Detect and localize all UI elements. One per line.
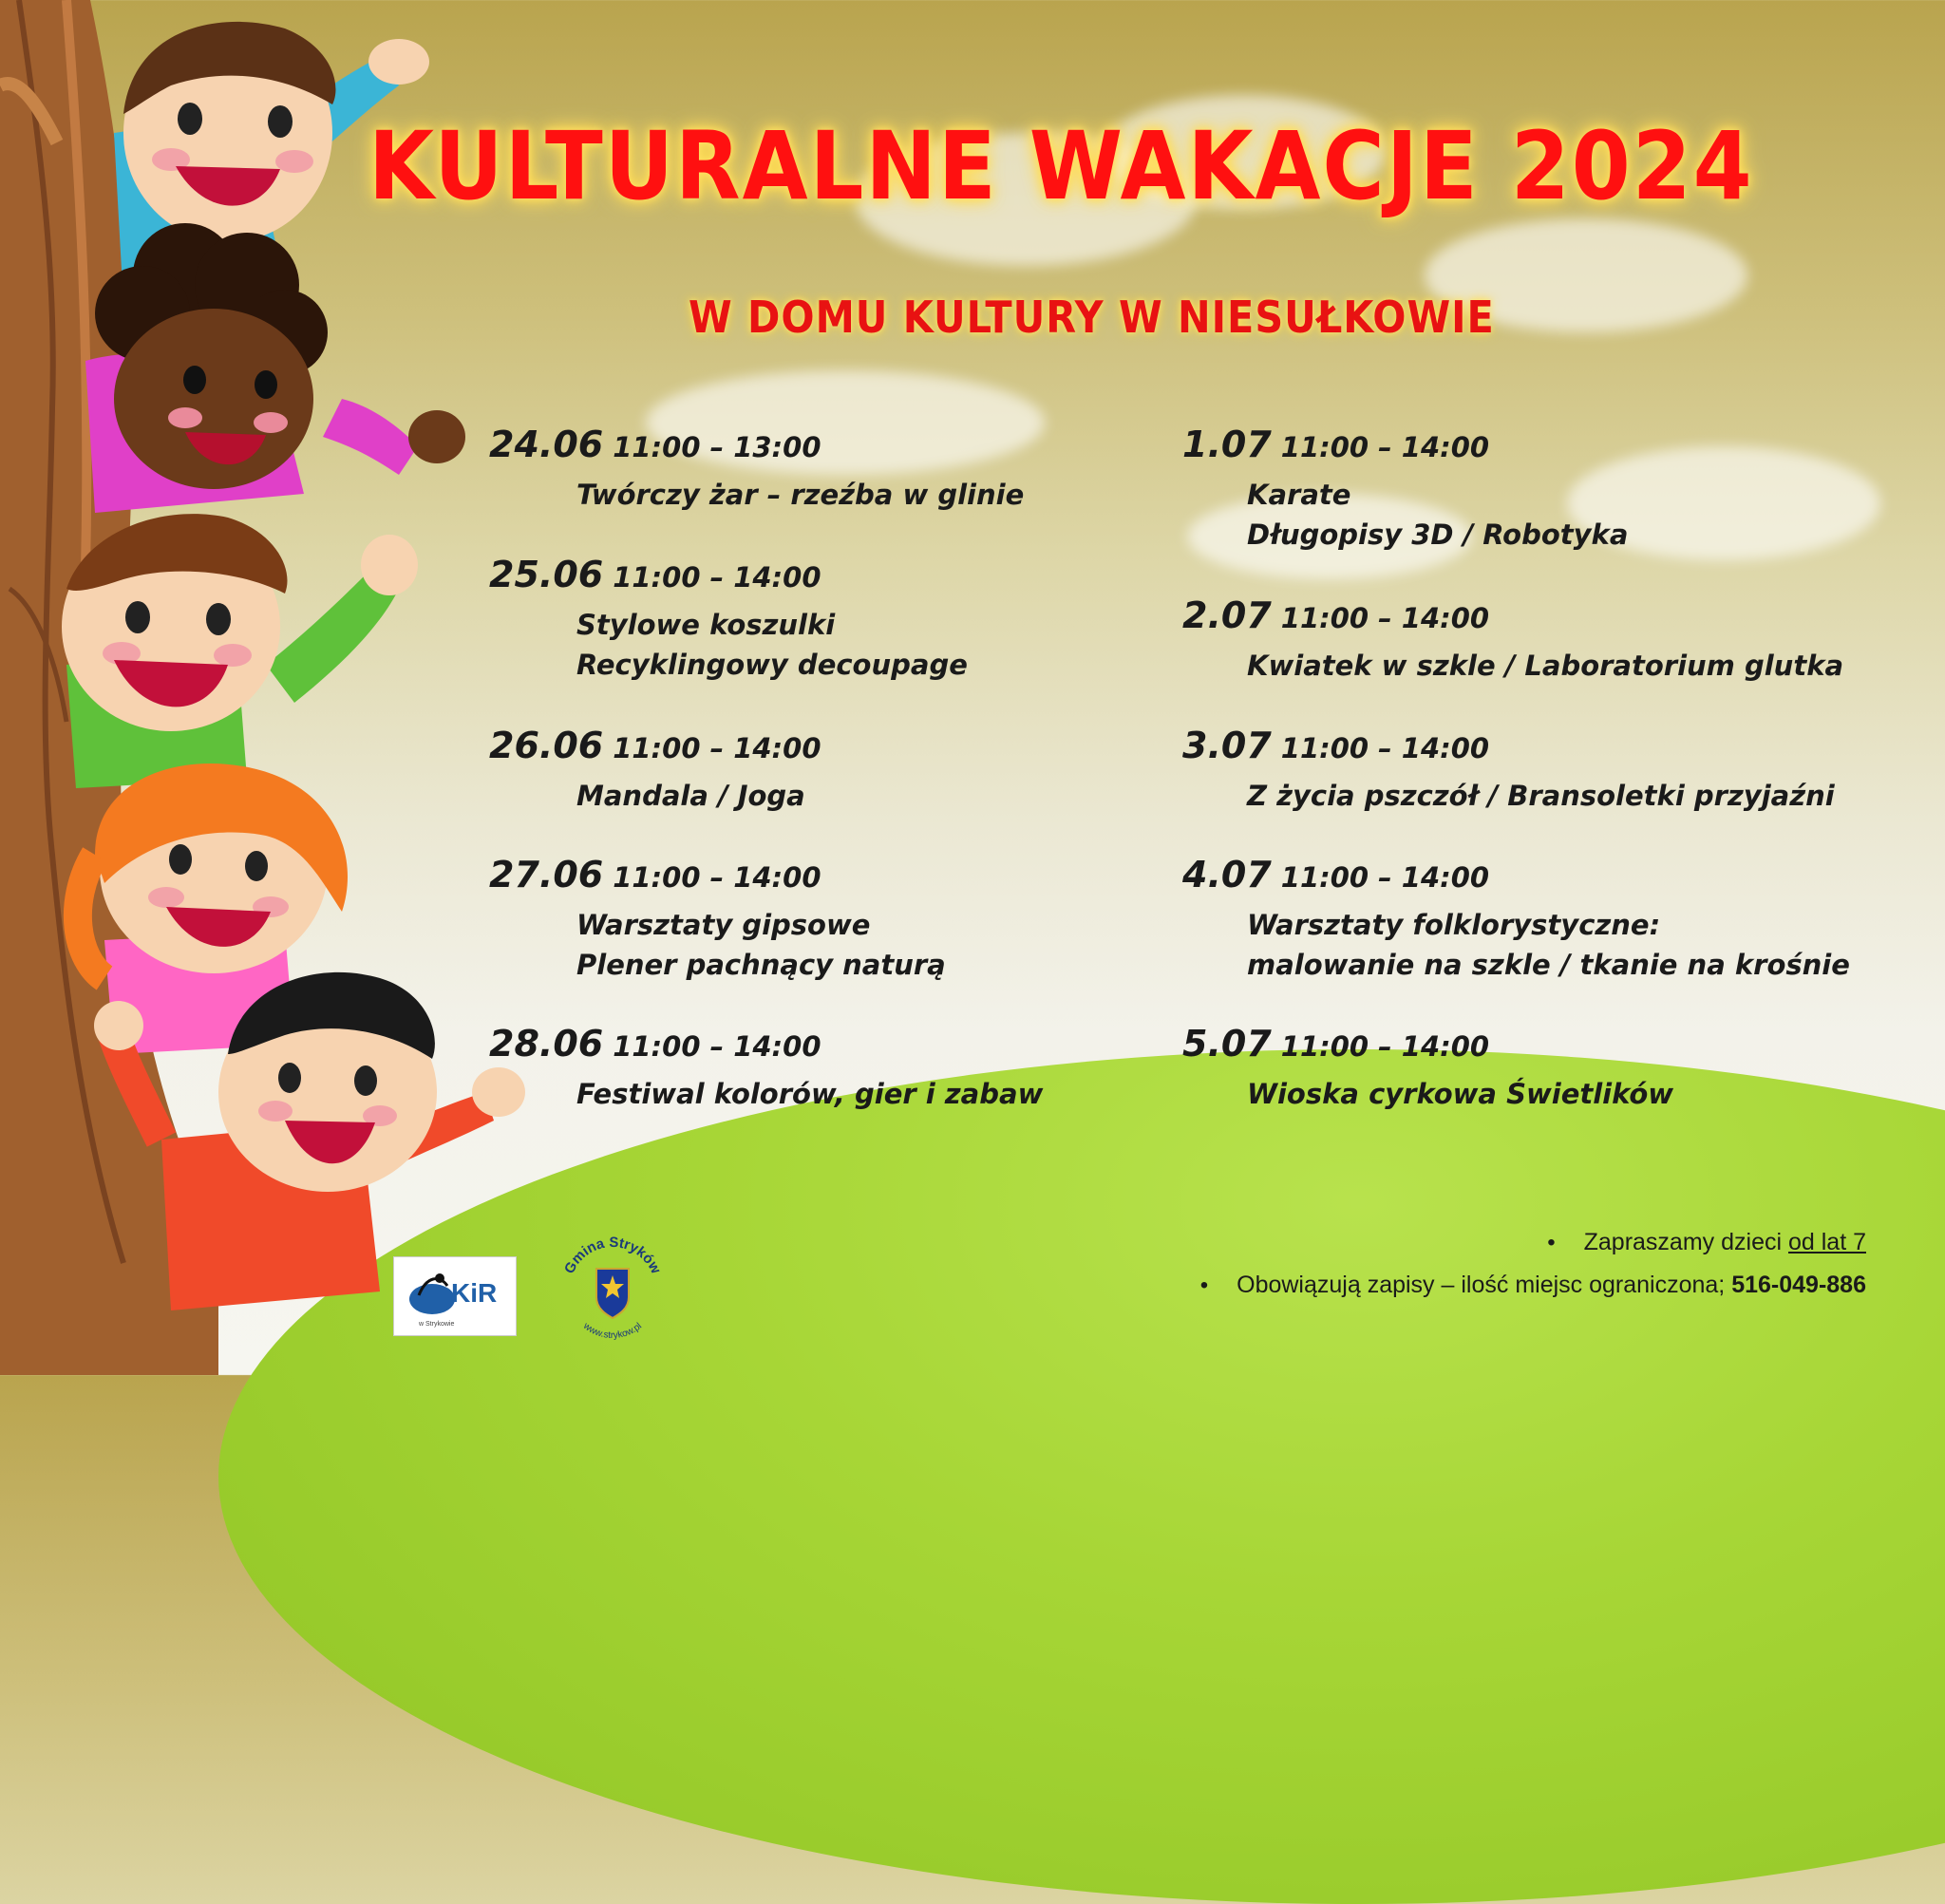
okir-small-text: w Strykowie xyxy=(419,1321,455,1328)
entry-time: 11:00 – 14:00 xyxy=(1280,602,1490,634)
entry-activity: Twórczy żar – rzeźba w glinie xyxy=(576,479,1025,511)
invite-text: Zapraszamy dzieci xyxy=(1583,1229,1788,1255)
entry-date: 5.07 xyxy=(1182,1023,1272,1065)
okir-logo xyxy=(393,1256,517,1336)
entry-date: 25.06 xyxy=(489,554,604,595)
entry-time: 11:00 – 14:00 xyxy=(613,1030,821,1063)
entry-activity: Z życia pszczół / Bransoletki przyjaźni xyxy=(1247,780,1835,812)
entry-activity: Plener pachnący naturą xyxy=(576,949,946,981)
entry-activity: Kwiatek w szkle / Laboratorium glutka xyxy=(1247,650,1844,682)
schedule-entry xyxy=(1182,594,1843,686)
seal-text: Gmina Stryków xyxy=(560,1234,665,1277)
schedule-entry xyxy=(1182,725,1835,816)
svg-text:www.strykow.pl xyxy=(580,1320,644,1341)
bullet-icon: • xyxy=(1547,1230,1556,1255)
schedule-entry xyxy=(1182,854,1850,985)
entry-date: 4.07 xyxy=(1182,854,1272,895)
signup-text: Obowiązują zapisy – ilość miejsc ograniczona; xyxy=(1237,1272,1732,1298)
entry-activity: Warsztaty folklorystyczne: xyxy=(1247,909,1661,941)
entry-activity: Festiwal kolorów, gier i zabaw xyxy=(576,1078,1044,1110)
entry-activity: Karate xyxy=(1247,479,1351,511)
entry-date: 26.06 xyxy=(489,725,604,766)
entry-activity: Recyklingowy decoupage xyxy=(576,649,968,681)
entry-date: 1.07 xyxy=(1182,424,1272,465)
entry-time: 11:00 – 14:00 xyxy=(1280,861,1490,894)
phone-number: 516-049-886 xyxy=(1731,1272,1866,1298)
entry-date: 24.06 xyxy=(489,424,604,465)
entry-date: 28.06 xyxy=(489,1023,604,1065)
entry-activity: Stylowe koszulki xyxy=(576,609,836,641)
entry-date: 3.07 xyxy=(1182,725,1272,766)
info-notes xyxy=(1200,1221,1866,1307)
poster-subtitle: W DOMU KULTURY W NIESUŁKOWIE xyxy=(689,292,1495,343)
entry-activity: Wioska cyrkowa Świetlików xyxy=(1247,1078,1674,1110)
entry-time: 11:00 – 14:00 xyxy=(1280,431,1490,463)
gmina-strykow-seal xyxy=(551,1223,674,1347)
entry-time: 11:00 – 14:00 xyxy=(613,561,821,594)
entry-date: 2.07 xyxy=(1182,594,1272,636)
entry-time: 11:00 – 14:00 xyxy=(613,861,821,894)
bullet-icon: • xyxy=(1199,1272,1209,1298)
seal-url: www.strykow.pl xyxy=(581,1320,645,1342)
invite-age: od lat 7 xyxy=(1787,1229,1866,1255)
entry-activity: Długopisy 3D / Robotyka xyxy=(1247,518,1629,551)
entry-time: 11:00 – 14:00 xyxy=(1280,1030,1490,1063)
entry-time: 11:00 – 14:00 xyxy=(613,732,821,764)
info-invite-line xyxy=(1200,1221,1866,1264)
schedule-entry xyxy=(1182,1023,1673,1114)
schedule-entry xyxy=(489,1023,1043,1114)
schedule-entry xyxy=(489,554,968,685)
info-signup-line xyxy=(1200,1264,1866,1307)
schedule-entry xyxy=(1182,424,1628,555)
entry-time: 11:00 – 13:00 xyxy=(613,431,821,463)
entry-date: 27.06 xyxy=(489,854,604,895)
entry-activity: malowanie na szkle / tkanie na krośnie xyxy=(1247,949,1850,981)
schedule-entry xyxy=(489,725,821,816)
poster-title: KULTURALNE WAKACJE 2024 xyxy=(368,112,1754,221)
entry-activity: Mandala / Joga xyxy=(576,780,805,812)
okir-logo-text: KiR xyxy=(451,1278,498,1308)
schedule-entry xyxy=(489,424,1024,515)
schedule-entry xyxy=(489,854,946,985)
entry-time: 11:00 – 14:00 xyxy=(1280,732,1490,764)
entry-activity: Warsztaty gipsowe xyxy=(576,909,871,941)
